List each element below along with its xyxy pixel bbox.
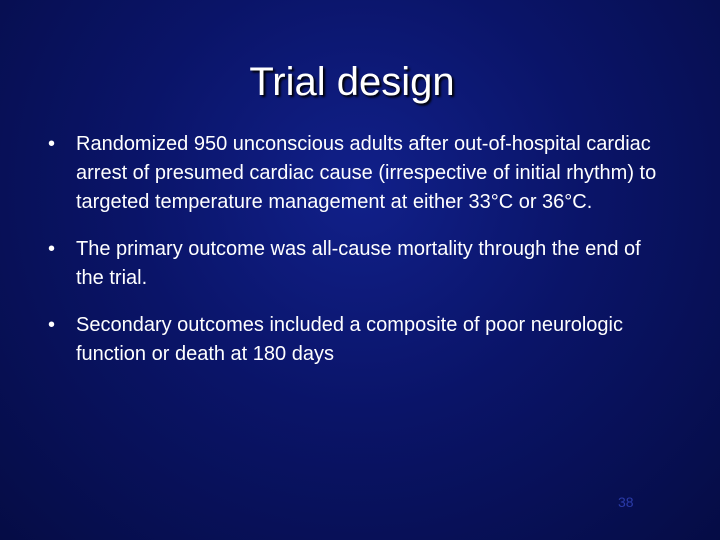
bullet-text: Secondary outcomes included a composite of poor neurologic function or death at 180 days xyxy=(76,314,623,365)
bullet-list xyxy=(48,130,668,387)
bullet-item-randomization xyxy=(48,130,668,217)
bullet-marker: • xyxy=(48,133,56,155)
bullet-item-primary-outcome xyxy=(48,235,668,293)
bullet-marker: • xyxy=(48,314,56,336)
bullet-text: Randomized 950 unconscious adults after out-of-hospital cardiac arrest of presumed cardiac cause (irrespective of initial rhythm) to targeted temperature management at either 33°C or 36°C. xyxy=(76,133,657,213)
bullet-marker: • xyxy=(48,238,56,260)
bullet-item-secondary-outcomes xyxy=(48,311,668,369)
bullet-text: The primary outcome was all-cause mortality through the end of the trial. xyxy=(76,238,641,289)
page-number: 38 xyxy=(618,494,634,510)
slide-title: Trial design xyxy=(249,60,455,104)
